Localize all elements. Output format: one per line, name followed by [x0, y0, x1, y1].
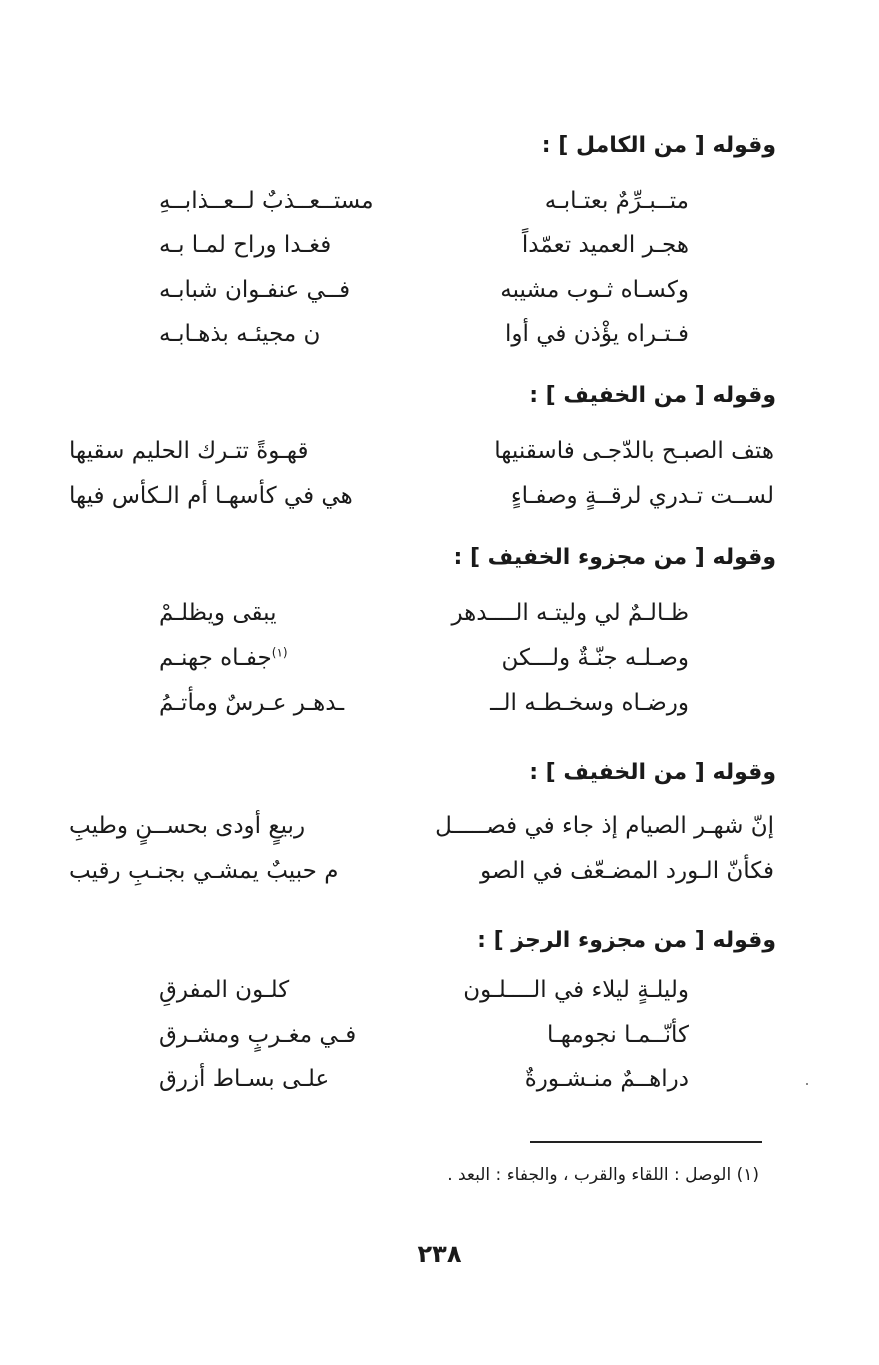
first-hemistich: ظـالـمٌ لي وليتـه الــــدهر	[451, 600, 689, 626]
second-hemistich: علـى بسـاط أزرق	[159, 1066, 330, 1092]
verse-line	[159, 645, 689, 671]
second-hemistich: $^{(١)}$جفـاه جهنـم	[159, 645, 288, 671]
second-hemistich: مستــعــذبٌ لــعــذابــهِ	[159, 188, 374, 214]
verse-line	[159, 600, 689, 626]
second-hemistich: م حبيبٌ يمشـي بجنـبِ رقيب	[69, 858, 339, 884]
section-2-heading: وقوله [ من الخفيف ] :	[529, 383, 776, 408]
second-hemistich: قهـوةً تتـرك الحليم سقيها	[69, 438, 309, 464]
second-hemistich: ن مجيئـه بذهـابـه	[159, 321, 321, 347]
first-hemistich: متــبـرِّمٌ بعتـابـه	[544, 188, 689, 214]
verse-line	[69, 858, 774, 884]
second-hemistich: فــي عنفـوان شبابـه	[159, 277, 351, 303]
section-1-heading: وقوله [ من الكامل ] :	[541, 133, 776, 158]
footnote-text: (١) الوصل : اللقاء والقرب ، والجفاء : البعد .	[447, 1165, 759, 1185]
first-hemistich: وكسـاه ثـوب مشيبه	[500, 277, 689, 303]
second-hemistich: هي في كأسهـا أم الـكأس فيها	[69, 483, 353, 509]
verse-line	[159, 977, 689, 1003]
first-hemistich: هتف الصبـح بالدّجـى فاسقنيها	[494, 438, 774, 464]
first-hemistich: وصـلـه جنّـةٌ ولـــكن	[501, 645, 689, 671]
first-hemistich: إنّ شهـر الصيام إذ جاء في فصـــــل	[435, 813, 774, 839]
second-hemistich: فـي مغـربٍ ومشـرق	[159, 1022, 357, 1048]
verse-line	[159, 1022, 689, 1048]
verse-line	[159, 188, 689, 214]
section-4-heading: وقوله [ من الخفيف ] :	[529, 760, 776, 785]
verse-line	[69, 483, 774, 509]
first-hemistich: فكأنّ الـورد المضـعّف في الصو	[480, 858, 774, 884]
verse-line	[69, 438, 774, 464]
second-hemistich: يبقى ويظلـمْ	[159, 600, 277, 626]
page-number: ٢٣٨	[417, 1240, 462, 1268]
first-hemistich: هجـر العميد تعمّداً	[521, 232, 689, 258]
verse-line	[159, 277, 689, 303]
first-hemistich: فـتـراه يؤْذن في أوا	[505, 321, 689, 347]
second-hemistich: فغـدا وراح لمـا بـه	[159, 232, 332, 258]
section-5-heading: وقوله [ من مجزوء الرجز ] :	[477, 928, 776, 953]
second-hemistich: كلـون المفرقِ	[159, 977, 290, 1003]
footnote-divider	[530, 1141, 762, 1143]
verse-line	[159, 690, 689, 716]
second-hemistich: ربيعٍ أودى بحســنٍ وطيبِ	[69, 813, 306, 839]
verse-line	[159, 321, 689, 347]
first-hemistich: كأنّــمـا نجومهـا	[547, 1022, 689, 1048]
footnote-reference: (١)	[271, 645, 288, 660]
second-hemistich: ـدهـر عـرسٌ ومأتـمُ	[159, 690, 345, 716]
section-3-heading: وقوله [ من مجزوء الخفيف ] :	[453, 545, 776, 570]
first-hemistich: ورضـاه وسخـطـه الــ	[490, 690, 689, 716]
verse-line	[69, 813, 774, 839]
first-hemistich: وليلـةٍ ليلاء في الــــلـون	[463, 977, 689, 1003]
verse-line	[159, 232, 689, 258]
first-hemistich: لســت تـدري لرقــةٍ وصفـاءٍ	[510, 483, 774, 509]
first-hemistich: دراهــمٌ منـشـورةٌ	[524, 1066, 689, 1092]
scan-speck	[806, 1083, 808, 1085]
verse-line	[159, 1066, 689, 1092]
